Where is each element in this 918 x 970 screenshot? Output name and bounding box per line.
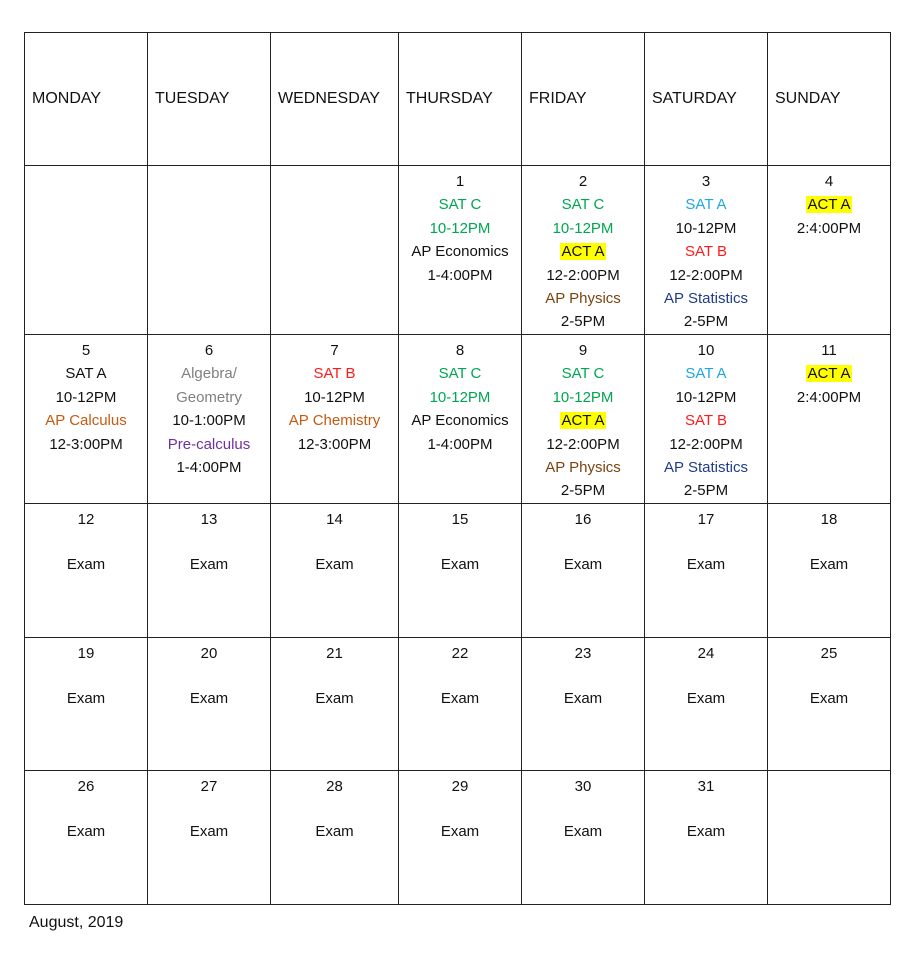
calendar-day-cell [768,166,891,335]
weekday-header-friday: FRIDAY [522,33,645,166]
calendar-day-cell [645,638,768,771]
exam-label: Exam [440,823,480,841]
schedule-entry: 12-3:00PM [297,435,372,453]
schedule-entry: AP Chemistry [288,412,381,430]
day-number: 12 [77,511,95,528]
weekday-header-thursday: THURSDAY [399,33,522,166]
day-number: 6 [204,342,214,359]
schedule-entry: SAT B [313,365,356,383]
calendar-day-cell [522,504,645,638]
exam-label: Exam [189,556,229,574]
day-number: 15 [451,511,469,528]
schedule-entry: Pre-calculus [167,435,251,453]
schedule-entry: SAT C [438,365,482,383]
schedule-entry: 10-12PM [429,388,491,406]
highlighted-text: ACT A [807,365,851,383]
day-number: 28 [326,778,343,795]
calendar-day-cell [25,166,148,335]
schedule-entry: 10-12PM [675,219,737,237]
calendar-day-cell [399,771,522,905]
schedule-entry: 10-12PM [429,219,491,237]
schedule-entry: SAT A [685,365,727,383]
weekday-header-wednesday: WEDNESDAY [271,33,399,166]
day-number: 30 [574,778,592,795]
day-number: 9 [578,342,588,359]
weekday-header-monday: MONDAY [25,33,148,166]
calendar-day-cell [148,504,271,638]
exam-label: Exam [315,823,354,841]
exam-label: Exam [315,690,354,708]
week-row-4 [25,638,891,771]
schedule-entry: AP Physics [545,459,621,477]
schedule-entry: 2:4:00PM [796,388,862,406]
schedule-entry: 12-3:00PM [49,435,123,453]
exam-label: Exam [315,556,354,574]
calendar-day-cell [148,771,271,905]
calendar-day-cell [25,335,148,504]
day-number: 11 [821,342,837,359]
calendar-day-cell [399,638,522,771]
exam-label: Exam [66,690,106,708]
day-number: 5 [81,342,91,359]
schedule-entry: 10-12PM [55,388,117,406]
calendar-day-cell [522,335,645,504]
week-row-2 [25,335,891,504]
highlighted-text: ACT A [807,196,851,214]
schedule-entry: 10-12PM [552,219,614,237]
calendar-day-cell [399,504,522,638]
exam-label: Exam [563,556,603,574]
calendar-table [24,32,891,905]
day-number: 10 [697,342,715,359]
calendar-caption: August, 2019 [29,914,124,931]
exam-label: Exam [189,823,229,841]
day-number: 29 [451,778,469,795]
exam-label: Exam [686,690,726,708]
day-number: 31 [697,778,715,795]
schedule-entry: 1-4:00PM [427,435,493,453]
schedule-entry: AP Physics [545,290,621,308]
calendar-day-cell [645,335,768,504]
exam-label: Exam [440,556,480,574]
schedule-entry: 1-4:00PM [427,266,493,284]
day-number: 17 [697,511,715,528]
calendar-day-cell [271,166,399,335]
day-number: 16 [574,511,592,528]
calendar-day-cell [271,771,399,905]
day-number: 4 [824,173,834,190]
schedule-entry-highlighted [522,240,644,263]
exam-label: Exam [563,690,603,708]
day-number: 20 [200,645,218,662]
schedule-entry-highlighted [768,362,890,385]
schedule-entry-highlighted [522,409,644,432]
day-number: 21 [326,645,343,662]
schedule-entry: AP Calculus [45,412,127,430]
schedule-entry: 2:4:00PM [796,219,862,237]
schedule-entry: SAT A [65,365,107,383]
day-number: 7 [330,342,339,359]
schedule-entry: AP Economics [411,243,509,261]
highlighted-text: ACT A [561,412,605,430]
day-number: 22 [451,645,469,662]
calendar-day-cell [271,504,399,638]
schedule-entry: Geometry [176,388,242,406]
day-number: 18 [820,511,838,528]
schedule-entry: SAT A [685,196,727,214]
exam-label: Exam [66,823,106,841]
day-number: 1 [455,173,465,190]
calendar-day-cell [522,638,645,771]
schedule-entry: SAT C [438,196,482,214]
calendar-day-cell [148,166,271,335]
exam-label: Exam [686,556,726,574]
calendar-day-cell [148,638,271,771]
day-number: 24 [697,645,715,662]
schedule-entry: 2-5PM [560,482,606,500]
calendar-day-cell [645,166,768,335]
exam-label: Exam [66,556,106,574]
schedule-entry: 12-2:00PM [546,266,620,284]
weekday-header-tuesday: TUESDAY [148,33,271,166]
day-number: 25 [820,645,838,662]
week-row-1 [25,166,891,335]
exam-label: Exam [809,690,849,708]
schedule-entry: AP Statistics [664,459,748,477]
day-number: 19 [77,645,95,662]
calendar-day-cell [148,335,271,504]
schedule-entry: 10-1:00PM [172,412,246,430]
schedule-entry: SAT C [561,365,605,383]
exam-label: Exam [189,690,229,708]
highlighted-text: ACT A [561,243,605,261]
day-number: 14 [326,511,343,528]
schedule-entry: 12-2:00PM [669,266,743,284]
day-number: 26 [77,778,95,795]
week-row-3 [25,504,891,638]
schedule-entry: 1-4:00PM [176,459,242,477]
day-number: 27 [200,778,218,795]
schedule-entry: 2-5PM [683,482,729,500]
calendar-day-cell [271,335,399,504]
schedule-entry: AP Statistics [664,290,748,308]
calendar-day-cell [768,335,891,504]
schedule-entry: 12-2:00PM [669,435,743,453]
day-number: 3 [701,173,711,190]
weekday-header-saturday: SATURDAY [645,33,768,166]
calendar-day-cell [399,335,522,504]
calendar-day-cell [522,771,645,905]
schedule-entry: 10-12PM [675,388,737,406]
schedule-entry: 10-12PM [304,388,365,406]
week-row-5 [25,771,891,905]
exam-label: Exam [686,823,726,841]
calendar-day-cell [399,166,522,335]
schedule-entry: 10-12PM [552,388,614,406]
exam-label: Exam [440,690,480,708]
day-number: 2 [578,173,588,190]
calendar-day-cell [768,771,891,905]
day-number: 13 [200,511,218,528]
schedule-entry-highlighted [768,193,890,216]
calendar-day-cell [645,504,768,638]
weekday-header-row [25,33,891,166]
calendar-day-cell [25,771,148,905]
calendar-day-cell [645,771,768,905]
schedule-entry: 12-2:00PM [546,435,620,453]
exam-label: Exam [563,823,603,841]
calendar-day-cell [522,166,645,335]
exam-label: Exam [809,556,849,574]
schedule-entry: SAT B [685,243,727,261]
schedule-entry: Algebra/ [181,365,237,383]
calendar-day-cell [768,638,891,771]
schedule-entry: SAT B [685,412,727,430]
day-number: 23 [574,645,592,662]
calendar-day-cell [768,504,891,638]
schedule-entry: AP Economics [411,412,509,430]
schedule-entry: 2-5PM [560,313,606,331]
calendar-day-cell [25,638,148,771]
weekday-header-sunday: SUNDAY [768,33,891,166]
calendar-day-cell [25,504,148,638]
schedule-entry: SAT C [561,196,605,214]
day-number: 8 [455,342,465,359]
schedule-entry: 2-5PM [683,313,729,331]
calendar-day-cell [271,638,399,771]
